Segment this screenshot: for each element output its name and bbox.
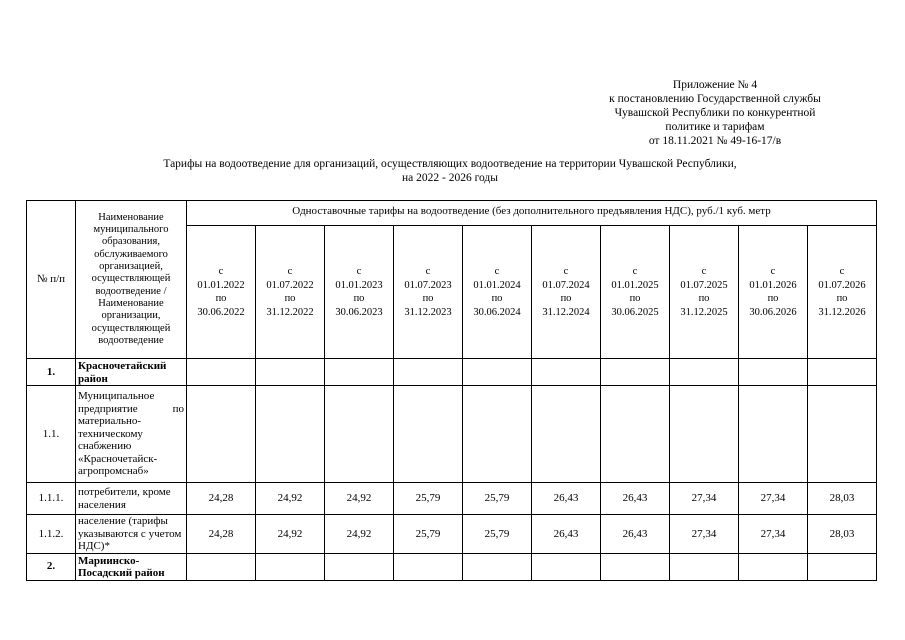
appendix-header [560, 78, 870, 148]
period-from: 01.07.2024 [542, 279, 590, 291]
row-number: 1.1. [27, 386, 76, 483]
tariff-value [394, 386, 463, 483]
period-from: 01.01.2022 [197, 279, 245, 291]
period-header [601, 226, 670, 359]
tariff-value [601, 386, 670, 483]
tariff-value [532, 359, 601, 386]
period-header [256, 226, 325, 359]
table-row [27, 359, 877, 386]
appendix-line: от 18.11.2021 № 49-16-17/в [648, 135, 782, 147]
tariff-value: 28,03 [808, 515, 877, 554]
tariff-value: 24,28 [187, 483, 256, 515]
period-to: 30.06.2022 [197, 306, 245, 318]
tariff-value [532, 553, 601, 580]
period-to: 31.12.2024 [542, 306, 590, 318]
period-from-word: с [356, 266, 362, 277]
tariff-value: 25,79 [394, 483, 463, 515]
appendix-line: Приложение № 4 [672, 79, 758, 91]
tariff-value: 25,79 [394, 515, 463, 554]
row-number: 1.1.2. [27, 515, 76, 554]
period-header [463, 226, 532, 359]
tariff-value: 26,43 [601, 515, 670, 554]
tariff-value [187, 553, 256, 580]
tariff-value: 27,34 [670, 483, 739, 515]
period-to-word: по [767, 293, 779, 304]
tariff-value [256, 386, 325, 483]
row-name: потребители, кроме населения [76, 483, 187, 515]
period-to: 31.12.2025 [680, 306, 728, 318]
tariff-value: 24,92 [256, 515, 325, 554]
tariff-value: 24,92 [256, 483, 325, 515]
period-from: 01.07.2023 [404, 279, 452, 291]
period-from-word: с [839, 266, 845, 277]
period-to: 31.12.2022 [266, 306, 314, 318]
tariff-value [808, 553, 877, 580]
row-number: 1. [27, 359, 76, 386]
period-to-word: по [353, 293, 365, 304]
period-to: 31.12.2023 [404, 306, 452, 318]
row-name: Красночетайский район [76, 359, 187, 386]
tariff-value [739, 553, 808, 580]
tariff-value [256, 553, 325, 580]
period-from-word: с [770, 266, 776, 277]
tariff-value: 26,43 [601, 483, 670, 515]
tariff-value: 28,03 [808, 483, 877, 515]
row-name: Мариинско-Посадский район [76, 553, 187, 580]
period-to-word: по [698, 293, 710, 304]
tariff-value: 27,34 [670, 515, 739, 554]
header-num: № п/п [27, 201, 76, 359]
tariff-value: 26,43 [532, 515, 601, 554]
period-header [532, 226, 601, 359]
tariff-value [808, 386, 877, 483]
header-name: Наименование муниципального образования, обслуживаемого организацией, осуществляющей водоотведение / Наименование организации, осуществляющей водоотведение [76, 201, 187, 359]
period-header [739, 226, 808, 359]
period-to-word: по [215, 293, 227, 304]
period-from: 01.01.2026 [749, 279, 797, 291]
tariff-value [325, 553, 394, 580]
period-to-word: по [422, 293, 434, 304]
tariff-value: 25,79 [463, 515, 532, 554]
period-from-word: с [701, 266, 707, 277]
period-to: 31.12.2026 [818, 306, 866, 318]
title-line: Тарифы на водоотведение для организаций, осуществляющих водоотведение на территории Чувашской Республики, [163, 158, 737, 170]
tariff-value: 27,34 [739, 515, 808, 554]
tariff-value [670, 553, 739, 580]
table-row [27, 483, 877, 515]
period-from: 01.07.2025 [680, 279, 728, 291]
table-row [27, 553, 877, 580]
tariff-value [739, 359, 808, 386]
tariff-value: 24,28 [187, 515, 256, 554]
row-name: Муниципальное предприятие по материально-техническому снабжению «Красночетайск-агропромснаб» [76, 386, 187, 483]
tariff-value: 25,79 [463, 483, 532, 515]
tariff-value [187, 359, 256, 386]
period-to-word: по [284, 293, 296, 304]
row-number: 1.1.1. [27, 483, 76, 515]
document-title [80, 157, 820, 185]
period-from: 01.07.2026 [818, 279, 866, 291]
tariff-value [325, 359, 394, 386]
tariff-value [463, 553, 532, 580]
tariff-value [670, 359, 739, 386]
tariff-value [394, 553, 463, 580]
period-from: 01.01.2024 [473, 279, 521, 291]
tariff-value: 24,92 [325, 515, 394, 554]
table-header-row [27, 201, 877, 226]
period-to-word: по [560, 293, 572, 304]
period-to: 30.06.2023 [335, 306, 383, 318]
tariff-value [256, 359, 325, 386]
period-from-word: с [425, 266, 431, 277]
tariff-value: 26,43 [532, 483, 601, 515]
period-to-word: по [629, 293, 641, 304]
period-header [187, 226, 256, 359]
title-line: на 2022 - 2026 годы [401, 172, 498, 184]
period-header [394, 226, 463, 359]
period-header [670, 226, 739, 359]
table-row [27, 386, 877, 483]
tariff-value [463, 386, 532, 483]
period-to: 30.06.2024 [473, 306, 521, 318]
period-from: 01.01.2025 [611, 279, 659, 291]
appendix-line: к постановлению Государственной службы [609, 93, 821, 105]
tariff-value [532, 386, 601, 483]
period-to: 30.06.2025 [611, 306, 659, 318]
period-from-word: с [287, 266, 293, 277]
period-header [325, 226, 394, 359]
period-from-word: с [218, 266, 224, 277]
tariff-value [670, 386, 739, 483]
tariff-value [808, 359, 877, 386]
period-from: 01.01.2023 [335, 279, 383, 291]
tariff-value: 27,34 [739, 483, 808, 515]
period-from: 01.07.2022 [266, 279, 314, 291]
tariff-value [601, 553, 670, 580]
tariff-value [187, 386, 256, 483]
period-to: 30.06.2026 [749, 306, 797, 318]
tariff-value [601, 359, 670, 386]
tariff-value [463, 359, 532, 386]
row-name: население (тарифы указываются с учетом НДС)* [76, 515, 187, 554]
period-header [808, 226, 877, 359]
tariffs-table [26, 200, 877, 581]
table-row [27, 515, 877, 554]
period-from-word: с [632, 266, 638, 277]
period-from-word: с [563, 266, 569, 277]
appendix-line: политике и тарифам [665, 121, 765, 133]
period-to-word: по [836, 293, 848, 304]
header-tariff-group: Одноставочные тарифы на водоотведение (без дополнительного предъявления НДС), руб./1 куб. метр [187, 201, 877, 226]
tariff-value [394, 359, 463, 386]
tariff-value: 24,92 [325, 483, 394, 515]
tariff-value [739, 386, 808, 483]
period-from-word: с [494, 266, 500, 277]
row-number: 2. [27, 553, 76, 580]
tariff-value [325, 386, 394, 483]
period-to-word: по [491, 293, 503, 304]
appendix-line: Чувашской Республики по конкурентной [614, 107, 816, 119]
